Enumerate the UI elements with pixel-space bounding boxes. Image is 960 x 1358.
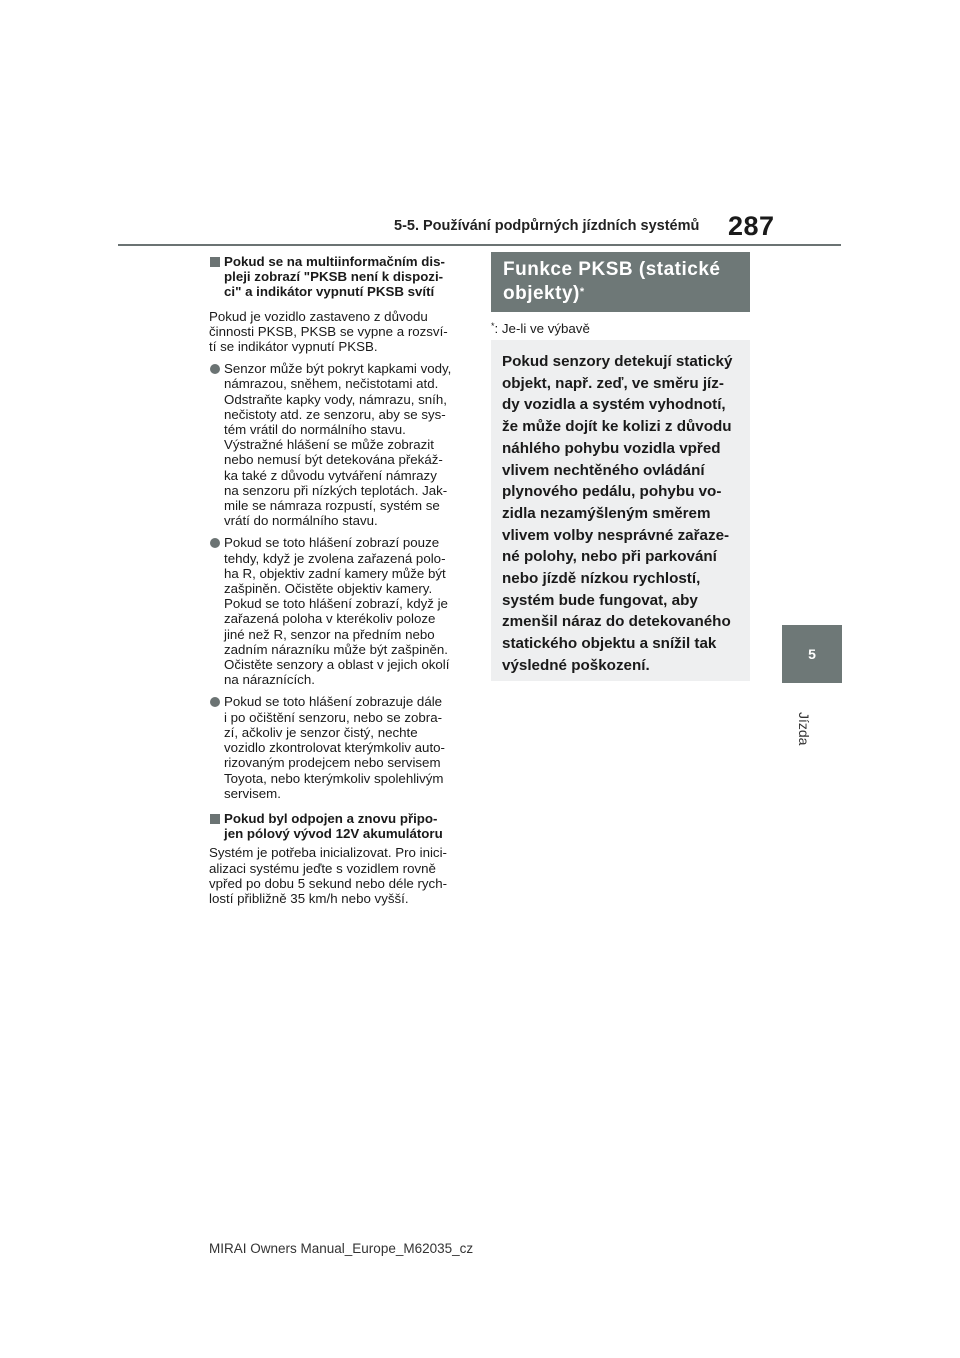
- subsection-heading-battery: Pokud byl odpojen a znovu připo- jen pólový vývod 12V akumulátoru: [209, 811, 467, 841]
- chapter-label: Jízda: [796, 712, 812, 746]
- chapter-tab: 5: [782, 625, 842, 683]
- footnote-asterisk: *: [491, 321, 495, 331]
- bullet-camera-dirty: Pokud se toto hlášení zobrazí pouze tehdy, když je zvolena zařazená polo- ha R, objektiv zadní kamery může být zašpiněn. Očistěte objektiv kamery. Pokud se toto hlášení zobrazí, když je zařazená poloha v kterékoliv poloze jiné než R, senzor na předním nebo zadním nárazníku může být zašpiněn. Očistěte senzory a oblast v jejich okolí na náraznících.: [209, 535, 467, 687]
- round-bullet-icon: [210, 697, 220, 707]
- paragraph-pksb-off: Pokud je vozidlo zastaveno z důvodu činnosti PKSB, PKSB se vypne a rozsví- tí se indikátor vypnutí PKSB.: [209, 308, 448, 355]
- round-bullet-icon: [210, 538, 220, 548]
- round-bullet-icon: [210, 364, 220, 374]
- header-divider: [118, 244, 841, 246]
- running-header-section: 5-5. Používání podpůrných jízdních systémů: [394, 218, 700, 234]
- asterisk-mark: *: [579, 286, 585, 298]
- footnote: *: Je-li ve výbavě: [491, 321, 590, 336]
- square-bullet-icon: [210, 814, 220, 824]
- info-box: Pokud senzory detekují statický objekt, např. zeď, ve směru jíz- dy vozidla a systém vyhodnotí, že může dojít ke kolizi z důvodu náhlého pohybu vozidla vpřed vlivem nechtěného ovládání plynového pedálu, pohybu vo- zidla nezamýšleným směrem vlivem volby nesprávné zařaze- né polohy, nebo při parkování nebo jízdě nízkou rychlostí, systém bude fungovat, aby zmenšil náraz do detekovaného statického objektu a snížil tak výsledné poškození.: [491, 340, 750, 681]
- bullet-message-persists: Pokud se toto hlášení zobrazuje dále i po očištění senzoru, nebo se zobra- zí, ačkoliv je senzor čistý, nechte vozidlo zkontrolovat kterýmkoliv auto- rizovaným prodejcem nebo servisem Toyota, nebo kterýmkoliv spolehlivým servisem.: [209, 694, 467, 800]
- section-title: Funkce PKSB (statické objekty)*: [491, 252, 750, 312]
- subsection-heading-pksb-unavailable: Pokud se na multiinformačním dis- pleji zobrazí "PKSB není k dispozi- ci" a indikátor vypnutí PKSB svítí: [209, 254, 467, 300]
- bullet-sensor-covered: Senzor může být pokryt kapkami vody, námrazou, sněhem, nečistotami atd. Odstraňte kapky vody, námrazu, sníh, nečistoty atd. ze senzoru, aby se sys- tém vrátil do normálního stavu. Výstražné hlášení se může zobrazit nebo nemusí být detekována překáž- ka také z důvodu vytváření námrazy na senzoru při nízkých teplotách. Jak- mile se námraza rozpustí, systém se vrátí do normálního stavu.: [209, 361, 467, 528]
- page-number: 287: [728, 211, 775, 241]
- square-bullet-icon: [210, 257, 220, 267]
- page-footer: MIRAI Owners Manual_Europe_M62035_cz: [209, 1241, 474, 1256]
- paragraph-initialize: Systém je potřeba inicializovat. Pro inici- alizaci systému jeďte s vozidlem rovně vpřed po dobu 5 sekund nebo déle rych- lostí přibližně 35 km/h nebo vyšší.: [209, 845, 448, 906]
- left-column: [209, 254, 467, 906]
